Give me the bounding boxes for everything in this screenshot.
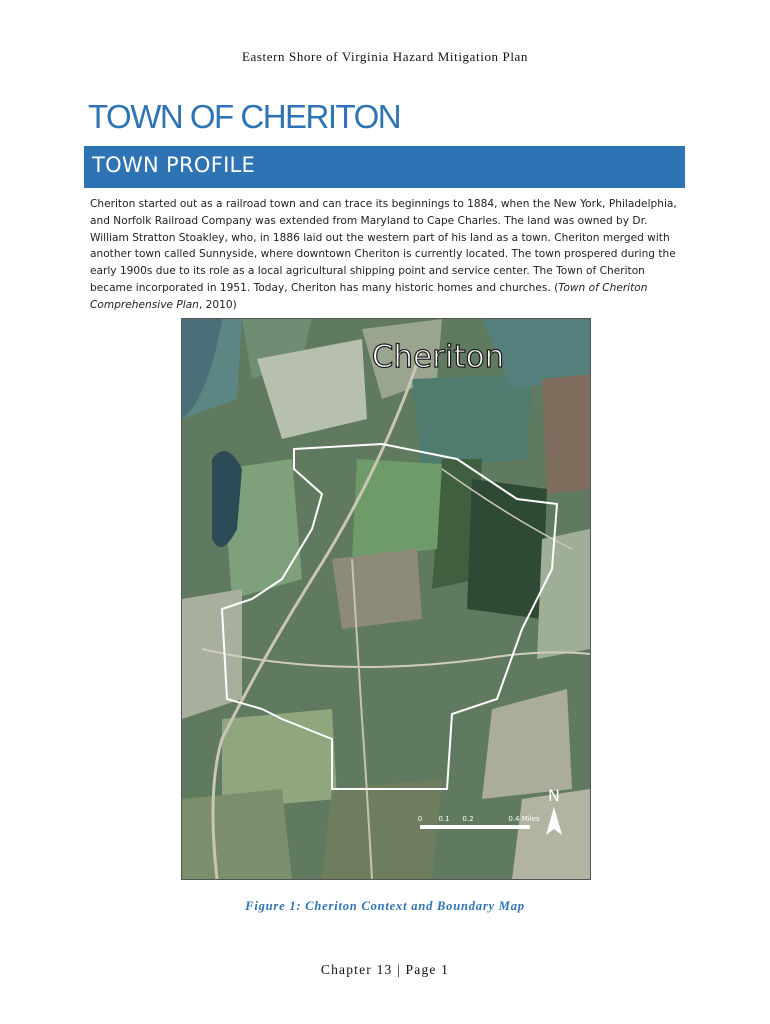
scale-label-0: 0 bbox=[417, 815, 423, 823]
citation-tail: , 2010) bbox=[198, 298, 237, 311]
section-heading-bar bbox=[84, 146, 685, 188]
citation-title: Town of Cheriton Comprehensive Plan bbox=[90, 281, 648, 311]
scale-label-1: 0.1 bbox=[438, 815, 450, 823]
north-arrow-label: N bbox=[548, 786, 560, 805]
running-header: Eastern Shore of Virginia Hazard Mitigation Plan bbox=[241, 49, 529, 64]
scale-bar bbox=[420, 825, 530, 829]
section-heading: TOWN PROFILE bbox=[92, 153, 256, 177]
footer-page: Page 1 bbox=[405, 962, 450, 977]
page-footer bbox=[0, 962, 770, 978]
profile-body: Cheriton started out as a railroad town and can trace its beginnings to 1884, when the New York, Philadelphia, and Norfolk Railroad Company was extended from Maryland to Cape Charles. The land was owned by Dr. William Stratton Stoakley, who, in 1886 laid out the western part of his land as a town. Cheriton merged with another town called Sunnyside, where downtown Cheriton is currently located. The town prospered during the early 1900s due to its role as a local agricultural shipping point and service center. The Town of Cheriton became incorporated in 1951. Today, Cheriton has many historic homes and churches. ( bbox=[90, 198, 677, 294]
footer-separator: | bbox=[397, 962, 401, 977]
town-profile-paragraph bbox=[90, 196, 686, 314]
scale-label-2: 0.2 bbox=[462, 815, 474, 823]
map-town-label: Cheriton bbox=[371, 339, 505, 375]
aerial-boundary-map bbox=[181, 318, 591, 880]
scale-label-3: 0.4 Miles bbox=[508, 815, 540, 823]
page-title: TOWN OF CHERITON bbox=[88, 98, 401, 135]
footer-chapter: Chapter 13 bbox=[320, 962, 393, 977]
figure-caption: Figure 1: Cheriton Context and Boundary Map bbox=[245, 899, 525, 913]
